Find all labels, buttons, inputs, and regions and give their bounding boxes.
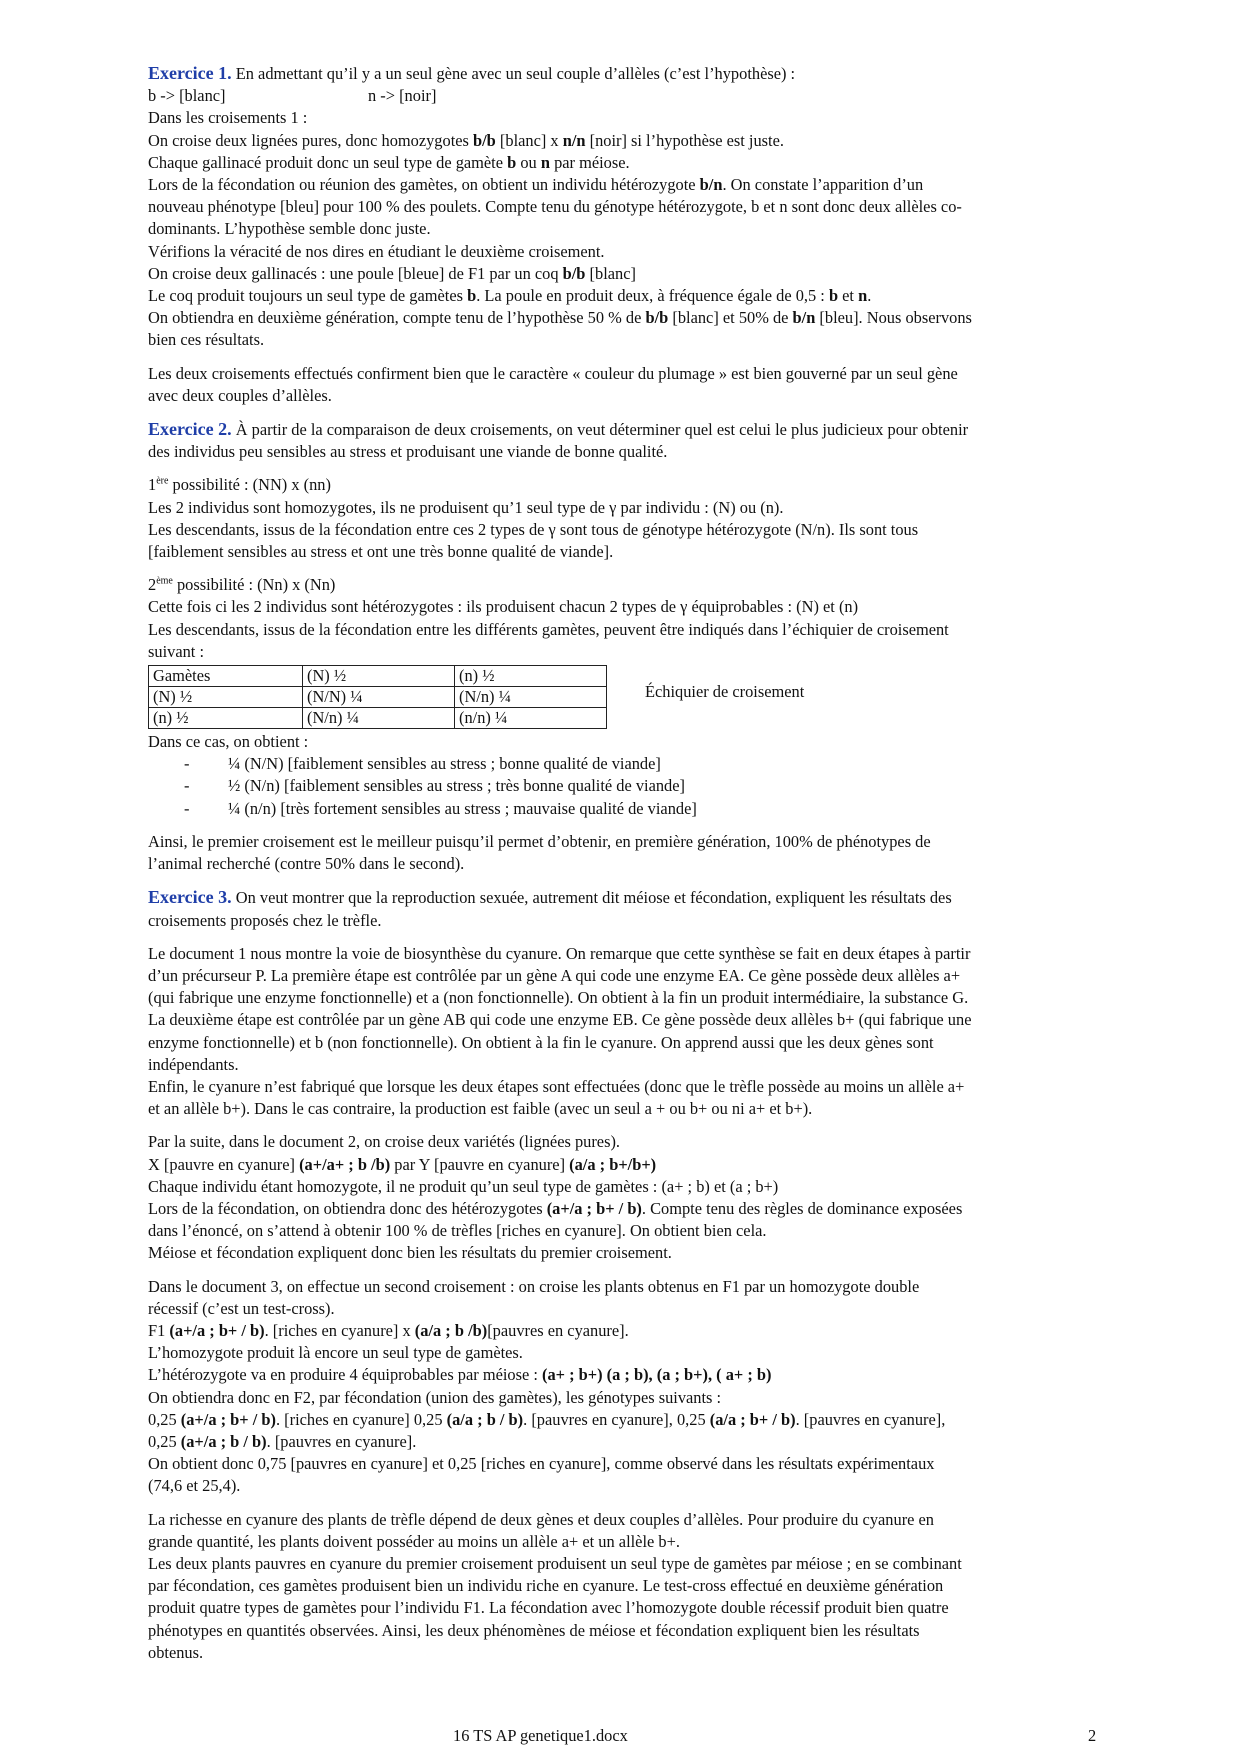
table-cell: (N/N) ¼: [303, 687, 455, 708]
ex2-intro: Exercice 2. À partir de la comparaison de deux croisements, on veut déterminer quel est celui le plus judicieux pour obtenir: [148, 419, 969, 440]
ex3-title: Exercice 3.: [148, 887, 232, 908]
ex1-line: bien ces résultats.: [148, 330, 265, 350]
ex1-conclusion: Les deux croisements effectués confirment bien que le caractère « couleur du plumage » est bien gouverné par un seul gène: [148, 363, 958, 383]
list-item: - ¼ (N/N) [faiblement sensibles au stress ; bonne qualité de viande]: [184, 754, 661, 774]
ex3-doc1-line: La deuxième étape est contrôlée par un gène AB qui code une enzyme EB. Ce gène possède deux allèles b+ (qui fabrique une: [148, 1010, 972, 1030]
ex2-line: Les descendants, issus de la fécondation entre les différents gamètes, peuvent être indiqués dans l’échiquier de croisement: [148, 619, 949, 639]
ex2-conclusion: l’animal recherché (contre 50% dans le second).: [148, 854, 465, 874]
ex1-line: On croise deux gallinacés : une poule [bleue] de F1 par un coq b/b [blanc]: [148, 263, 636, 283]
ex1-line: On obtiendra en deuxième génération, compte tenu de l’hypothèse 50 % de b/b [blanc] et 50% de b/n [bleu]. Nous observons: [148, 308, 972, 328]
ex3-doc1-line: Le document 1 nous montre la voie de biosynthèse du cyanure. On remarque que cette synthèse se fait en deux étapes à partir: [148, 943, 971, 963]
page-number: 2: [1088, 1726, 1097, 1745]
table-row: [149, 708, 607, 729]
ex3-doc3-line: F1 (a+/a ; b+ / b). [riches en cyanure] x (a/a ; b /b)[pauvres en cyanure].: [148, 1320, 629, 1340]
ex3-conclusion: phénotypes en quantités observées. Ainsi, les deux phénomènes de méiose et fécondation expliquent bien les résultats: [148, 1620, 920, 1640]
crossing-table-block: [148, 665, 1100, 731]
ex2-line: Les 2 individus sont homozygotes, ils ne produisent qu’1 seul type de γ par individu : (N) ou (n).: [148, 497, 784, 517]
ex2-possibility-1: 1ère possibilité : (NN) x (nn): [148, 475, 331, 495]
table-row: [149, 666, 607, 687]
table-cell: (N) ½: [303, 666, 455, 687]
ex3-intro: croisements proposés chez le trèfle.: [148, 910, 382, 930]
ex3-doc3-line: On obtiendra donc en F2, par fécondation (union des gamètes), les génotypes suivants :: [148, 1387, 722, 1407]
ex1-alleles: b -> [blanc] n -> [noir]: [148, 86, 437, 106]
ex2-line: suivant :: [148, 641, 204, 661]
table-cell: (N/n) ¼: [455, 687, 607, 708]
table-cell: (n) ½: [149, 708, 303, 729]
ex1-line: nouveau phénotype [bleu] pour 100 % des poulets. Compte tenu du génotype hétérozygote, b et n sont donc deux allèles co-: [148, 197, 962, 217]
ex1-conclusion: avec deux couples d’allèles.: [148, 385, 332, 405]
ex1-line: On croise deux lignées pures, donc homozygotes b/b [blanc] x n/n [noir] si l’hypothèse est juste.: [148, 130, 784, 150]
ex2-line: [faiblement sensibles au stress et ont une très bonne qualité de viande].: [148, 542, 614, 562]
ex3-doc1-line: et an allèle b+). Dans le cas contraire, la production est faible (avec un seul a + ou b+ ou ni a+ et b+).: [148, 1099, 813, 1119]
ex3-doc3-line: récessif (c’est un test-cross).: [148, 1298, 335, 1318]
ex3-doc3-line: On obtient donc 0,75 [pauvres en cyanure] et 0,25 [riches en cyanure], comme observé dans les résultats expérimentaux: [148, 1454, 935, 1474]
ex3-doc2-line: Méiose et fécondation expliquent donc bien les résultats du premier croisement.: [148, 1243, 672, 1263]
ex3-doc1-line: (qui fabrique une enzyme fonctionnelle) et a (non fonctionnelle). On obtient à la fin un produit intermédiaire, la substance G.: [148, 988, 969, 1008]
ex3-doc1-line: enzyme fonctionnelle) et b (non fonctionnelle). On obtient à la fin le cyanure. On apprend aussi que les deux gènes sont: [148, 1032, 934, 1052]
table-cell: (N/n) ¼: [303, 708, 455, 729]
table-cell: Gamètes: [149, 666, 303, 687]
ex3-doc1-line: Enfin, le cyanure n’est fabriqué que lorsque les deux étapes sont effectuées (donc que le trèfle possède au moins un allèle a+: [148, 1076, 965, 1096]
table-cell: (n) ½: [455, 666, 607, 687]
crossing-table: [148, 665, 607, 729]
ex3-conclusion: Les deux plants pauvres en cyanure du premier croisement produisent un seul type de gamètes par méiose ; en se combinant: [148, 1553, 962, 1573]
ex3-doc3-line: L’hétérozygote va en produire 4 équiprobables par méiose : (a+ ; b+) (a ; b), (a ; b+), ( a+ ; b): [148, 1365, 772, 1385]
ex3-doc1-line: indépendants.: [148, 1054, 239, 1074]
table-cell: (N) ½: [149, 687, 303, 708]
ex3-doc2-line: dans l’énoncé, on s’attend à obtenir 100 % de trèfles [riches en cyanure]. On obtient bien cela.: [148, 1221, 767, 1241]
ex2-line: Cette fois ci les 2 individus sont hétérozygotes : ils produisent chacun 2 types de γ équiprobables : (N) et (n): [148, 597, 859, 617]
ex3-doc2-line: Par la suite, dans le document 2, on croise deux variétés (lignées pures).: [148, 1132, 620, 1152]
list-item: - ½ (N/n) [faiblement sensibles au stress ; très bonne qualité de viande]: [184, 776, 685, 796]
ex3-conclusion: La richesse en cyanure des plants de trèfle dépend de deux gènes et deux couples d’allèles. Pour produire du cyanure en: [148, 1509, 934, 1529]
ex3-conclusion: grande quantité, les plants doivent posséder au moins un allèle a+ et un allèle b+.: [148, 1531, 680, 1551]
ex2-title: Exercice 2.: [148, 419, 232, 440]
ex3-conclusion: obtenus.: [148, 1642, 204, 1662]
footer-filename: 16 TS AP genetique1.docx: [453, 1726, 628, 1745]
list-item: - ¼ (n/n) [très fortement sensibles au stress ; mauvaise qualité de viande]: [184, 798, 697, 818]
ex3-doc3-line: Dans le document 3, on effectue un second croisement : on croise les plants obtenus en F1 par un homozygote double: [148, 1276, 920, 1296]
ex1-line: Dans les croisements 1 :: [148, 108, 308, 128]
ex2-line: Dans ce cas, on obtient :: [148, 732, 309, 752]
ex3-doc2-line: X [pauvre en cyanure] (a+/a+ ; b /b) par Y [pauvre en cyanure] (a/a ; b+/b+): [148, 1154, 657, 1174]
ex2-line: Les descendants, issus de la fécondation entre ces 2 types de γ sont tous de génotype hétérozygote (N/n). Ils sont tous: [148, 519, 919, 539]
ex3-conclusion: par fécondation, ces gamètes produisent bien un individu riche en cyanure. Le test-cross effectué en deuxième génération: [148, 1576, 944, 1596]
table-row: [149, 687, 607, 708]
ex3-doc3-line: 0,25 (a+/a ; b+ / b). [riches en cyanure] 0,25 (a/a ; b / b). [pauvres en cyanure], 0,25 (a/a ; b+ / b). [pauvres en cyanure],: [148, 1409, 946, 1429]
table-cell: (n/n) ¼: [455, 708, 607, 729]
ex2-possibility-2: 2ème possibilité : (Nn) x (Nn): [148, 575, 336, 595]
ex3-doc2-line: Lors de la fécondation, on obtiendra donc des hétérozygotes (a+/a ; b+ / b). Compte tenu des règles de dominance exposées: [148, 1198, 963, 1218]
ex3-intro: Exercice 3. On veut montrer que la reproduction sexuée, autrement dit méiose et fécondation, expliquent les résultats des: [148, 887, 952, 908]
ex3-doc3-line: (74,6 et 25,4).: [148, 1476, 241, 1496]
ex1-line: Vérifions la véracité de nos dires en étudiant le deuxième croisement.: [148, 241, 605, 261]
ex1-line: Le coq produit toujours un seul type de gamètes b. La poule en produit deux, à fréquence égale de 0,5 : b et n.: [148, 286, 872, 306]
ex1-line: Chaque gallinacé produit donc un seul type de gamète b ou n par méiose.: [148, 152, 630, 172]
ex2-intro: des individus peu sensibles au stress et produisant une viande de bonne qualité.: [148, 442, 668, 462]
table-caption: Échiquier de croisement: [645, 682, 805, 702]
ex3-doc3-line: L’homozygote produit là encore un seul type de gamètes.: [148, 1343, 523, 1363]
ex3-doc3-line: 0,25 (a+/a ; b / b). [pauvres en cyanure].: [148, 1431, 417, 1451]
ex1-title: Exercice 1.: [148, 63, 232, 83]
ex1-line: dominants. L’hypothèse semble donc juste.: [148, 219, 431, 239]
ex3-conclusion: produit quatre types de gamètes pour l’individu F1. La fécondation avec l’homozygote double récessif produit bien quatre: [148, 1598, 949, 1618]
ex1-line: Lors de la fécondation ou réunion des gamètes, on obtient un individu hétérozygote b/n. On constate l’apparition d’un: [148, 175, 924, 195]
document-page: [148, 62, 1100, 1664]
ex3-doc2-line: Chaque individu étant homozygote, il ne produit qu’un seul type de gamètes : (a+ ; b) et (a ; b+): [148, 1176, 779, 1196]
ex1-intro: Exercice 1. En admettant qu’il y a un seul gène avec un seul couple d’allèles (c’est l’hypothèse) :: [148, 63, 796, 83]
ex3-doc1-line: d’un précurseur P. La première étape est contrôlée par un gène A qui code une enzyme EA. Ce gène possède deux allèles a+: [148, 965, 961, 985]
ex2-conclusion: Ainsi, le premier croisement est le meilleur puisqu’il permet d’obtenir, en première génération, 100% de phénotypes de: [148, 831, 931, 851]
